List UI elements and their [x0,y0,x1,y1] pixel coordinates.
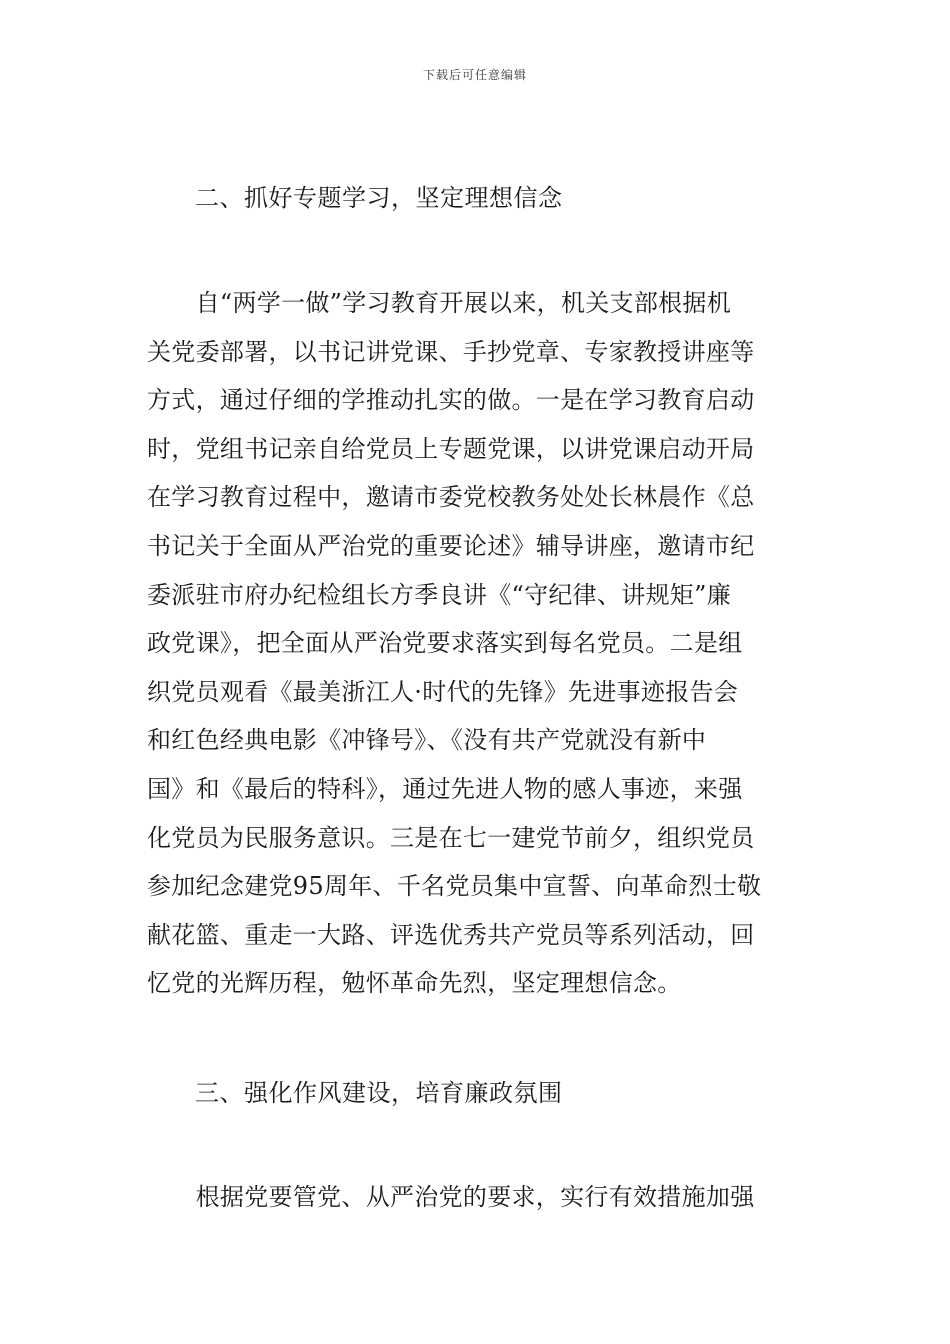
section-paragraph-2 [147,279,813,1008]
paragraph-line: 献花篮、重走一大路、评选优秀共产党员等系列活动，回 [147,920,755,949]
paragraph-line: 时，党组书记亲自给党员上专题党课，以讲党课启动开局 [147,434,755,463]
page-header-note: 下载后可任意编辑 [422,68,527,82]
paragraph-line: 根据党要管党、从严治党的要求，实行有效措施加强 [147,1183,755,1211]
paragraph-line: 和红色经典电影《冲锋号》、《没有共产党就没有新中 [147,726,707,755]
paragraph-line: 自“两学一做”学习教育开展以来，机关支部根据机 [147,289,732,317]
section-paragraph-3 [147,1173,813,1222]
paragraph-line: 关党委部署，以书记讲党课、手抄党章、专家教授讲座等 [147,337,755,366]
paragraph-line: 忆党的光辉历程，勉怀革命先烈，坚定理想信念。 [147,969,682,998]
paragraph-line: 化党员为民服务意识。三是在七一建党节前夕，组织党员 [147,823,755,852]
paragraph-line: 方式，通过仔细的学推动扎实的做。一是在学习教育启动 [147,386,755,415]
section-heading-2: 二、抓好专题学习，坚定理想信念 [195,184,563,212]
paragraph-line: 参加纪念建党95周年、千名党员集中宣誓、向革命烈士敬 [147,872,762,901]
paragraph-line: 国》和《最后的特科》，通过先进人物的感人事迹，来强 [147,774,743,803]
paragraph-line: 织党员观看《最美浙江人·时代的先锋》先进事迹报告会 [147,677,739,706]
paragraph-line: 书记关于全面从严治党的重要论述》辅导讲座，邀请市纪 [147,531,755,560]
paragraph-line: 政党课》，把全面从严治党要求落实到每名党员。二是组 [147,629,743,658]
paragraph-line: 委派驻市府办纪检组长方季良讲《“守纪律、讲规矩”廉 [147,580,732,609]
section-heading-3: 三、强化作风建设，培育廉政氛围 [195,1079,563,1107]
paragraph-line: 在学习教育过程中，邀请市委党校教务处处长林晨作《总 [147,483,755,512]
